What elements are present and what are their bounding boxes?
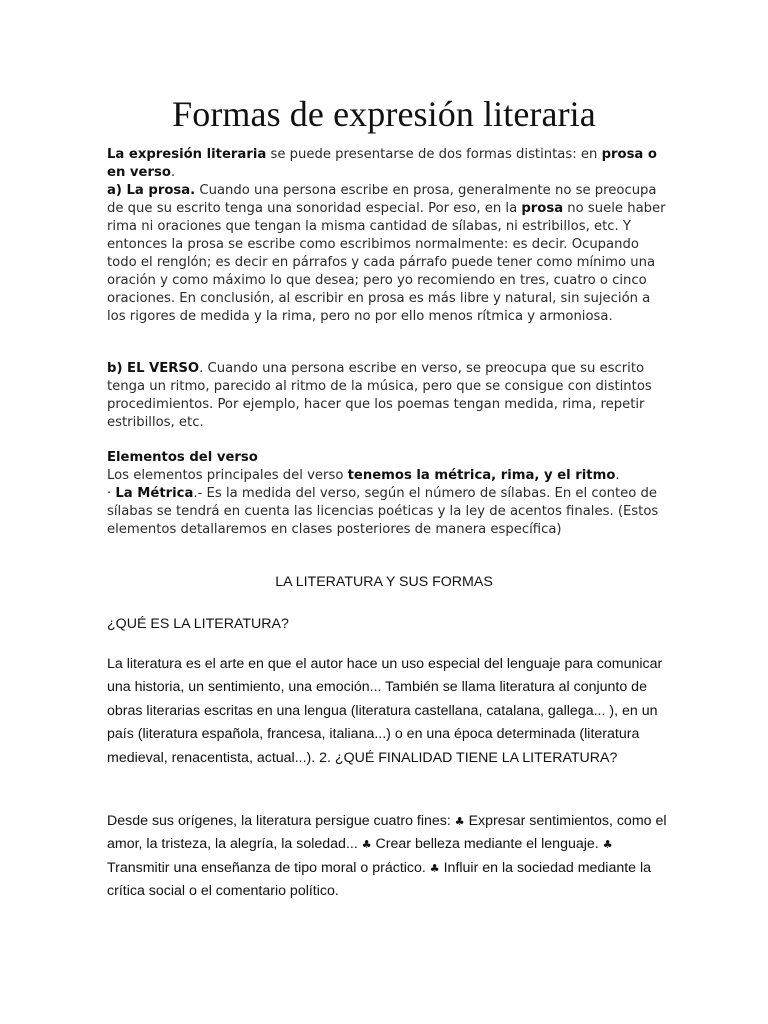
fin-1: Expresar sentimientos, como el amor, la tristeza, la alegría, la soledad... bbox=[107, 813, 667, 853]
elementos-paragraph bbox=[107, 467, 667, 485]
question-block bbox=[107, 613, 667, 636]
elementos-heading bbox=[107, 449, 667, 467]
fin-4: Influir en la sociedad mediante la crítica social o el comentario político. bbox=[107, 859, 652, 900]
elementos-period: . bbox=[615, 468, 620, 483]
prosa-text: Cuando una persona escribe en prosa, generalmente no se preocupa de que su escrito tenga una sonoridad especial. Por eso, en la bbox=[107, 183, 657, 216]
elementos-block bbox=[107, 449, 667, 539]
club-bullet-icon: ♣ bbox=[361, 838, 372, 852]
elementos-heading-text: Elementos del verso bbox=[107, 450, 258, 465]
intro-paragraph bbox=[107, 146, 667, 182]
fin-3: Transmitir una enseñanza de tipo moral o práctico. bbox=[107, 859, 430, 876]
question-que-es: ¿QUÉ ES LA LITERATURA? bbox=[107, 616, 289, 632]
page-title: Formas de expresión literaria bbox=[172, 94, 596, 134]
metrica-heading: La Métrica bbox=[115, 486, 194, 501]
metrica-text: .- Es la medida del verso, según el número de sílabas. En el conteo de sílabas se tendrá en cuenta las licencias poéticas y la ley de acentos finales. (Estos elementos detallaremos en clases posteriores de manera específica) bbox=[107, 486, 659, 537]
verso-heading: b) EL VERSO bbox=[107, 361, 200, 376]
intro-block bbox=[107, 146, 667, 326]
elementos-text: Los elementos principales del verso bbox=[107, 468, 348, 483]
fines-intro: Desde sus orígenes, la literatura persigue cuatro fines: bbox=[107, 813, 455, 829]
intro-period: . bbox=[170, 165, 176, 180]
intro-bold-forms: prosa o en verso bbox=[107, 147, 657, 180]
fin-2: Crear belleza mediante el lenguaje. bbox=[371, 836, 603, 853]
verso-block bbox=[107, 360, 667, 432]
fines-block bbox=[107, 810, 667, 904]
prosa-bold-word: prosa bbox=[521, 201, 564, 216]
club-bullet-icon: ♣ bbox=[429, 861, 440, 875]
section-heading-formas: LA LITERATURA Y SUS FORMAS bbox=[275, 574, 493, 590]
prosa-paragraph bbox=[107, 182, 667, 326]
prosa-heading: a) La prosa. bbox=[107, 183, 196, 198]
club-bullet-icon: ♣ bbox=[602, 838, 613, 852]
intro-bold-term: La expresión literaria bbox=[107, 147, 267, 162]
elementos-bold-list: tenemos la métrica, rima, y el ritmo bbox=[347, 468, 616, 483]
literatura-paragraph: La literatura es el arte en que el autor hace un uso especial del lenguaje para comunicar una historia, un sentimiento, una emoción... También se llama literatura al conjunto de obras literarias escritas en una lengua (literatura castellana, catalana, gallega... ), en un país (literatura española, francesa, italiana...) o en una época determinada (literatura medieval, renacentista, actual...). 2. ¿QUÉ FINALIDAD TIENE LA LITERATURA? bbox=[107, 656, 663, 766]
fines-paragraph bbox=[107, 810, 667, 904]
metrica-bullet: · bbox=[107, 486, 116, 501]
club-bullet-icon: ♣ bbox=[454, 815, 465, 828]
metrica-paragraph bbox=[107, 485, 667, 539]
verso-paragraph bbox=[107, 360, 667, 432]
verso-text: . Cuando una persona escribe en verso, se preocupa que su escrito tenga un ritmo, parecido al ritmo de la música, pero que se consigue con distintos procedimientos. Por ejemplo, hacer que los poemas tengan medida, rima, repetir estribillos, etc. bbox=[107, 361, 652, 430]
prosa-text-rest: no suele haber rima ni oraciones que tengan la misma cantidad de sílabas, ni estribillos, etc. Y entonces la prosa se escribe como escribimos normalmente: es decir. Ocupando todo el renglón; es decir en párrafos y cada párrafo puede tener como mínimo una oración y como máximo lo que desea; pero yo recomiendo en tres, cuatro o cinco oraciones. En conclusión, al escribir en prosa es más libre y natural, sin sujeción a los rigores de medida y la rima, pero no por ello menos rítmica y armoniosa. bbox=[107, 201, 666, 324]
intro-text: se puede presentarse de dos formas distintas: en bbox=[266, 147, 602, 162]
literatura-block bbox=[107, 653, 667, 770]
